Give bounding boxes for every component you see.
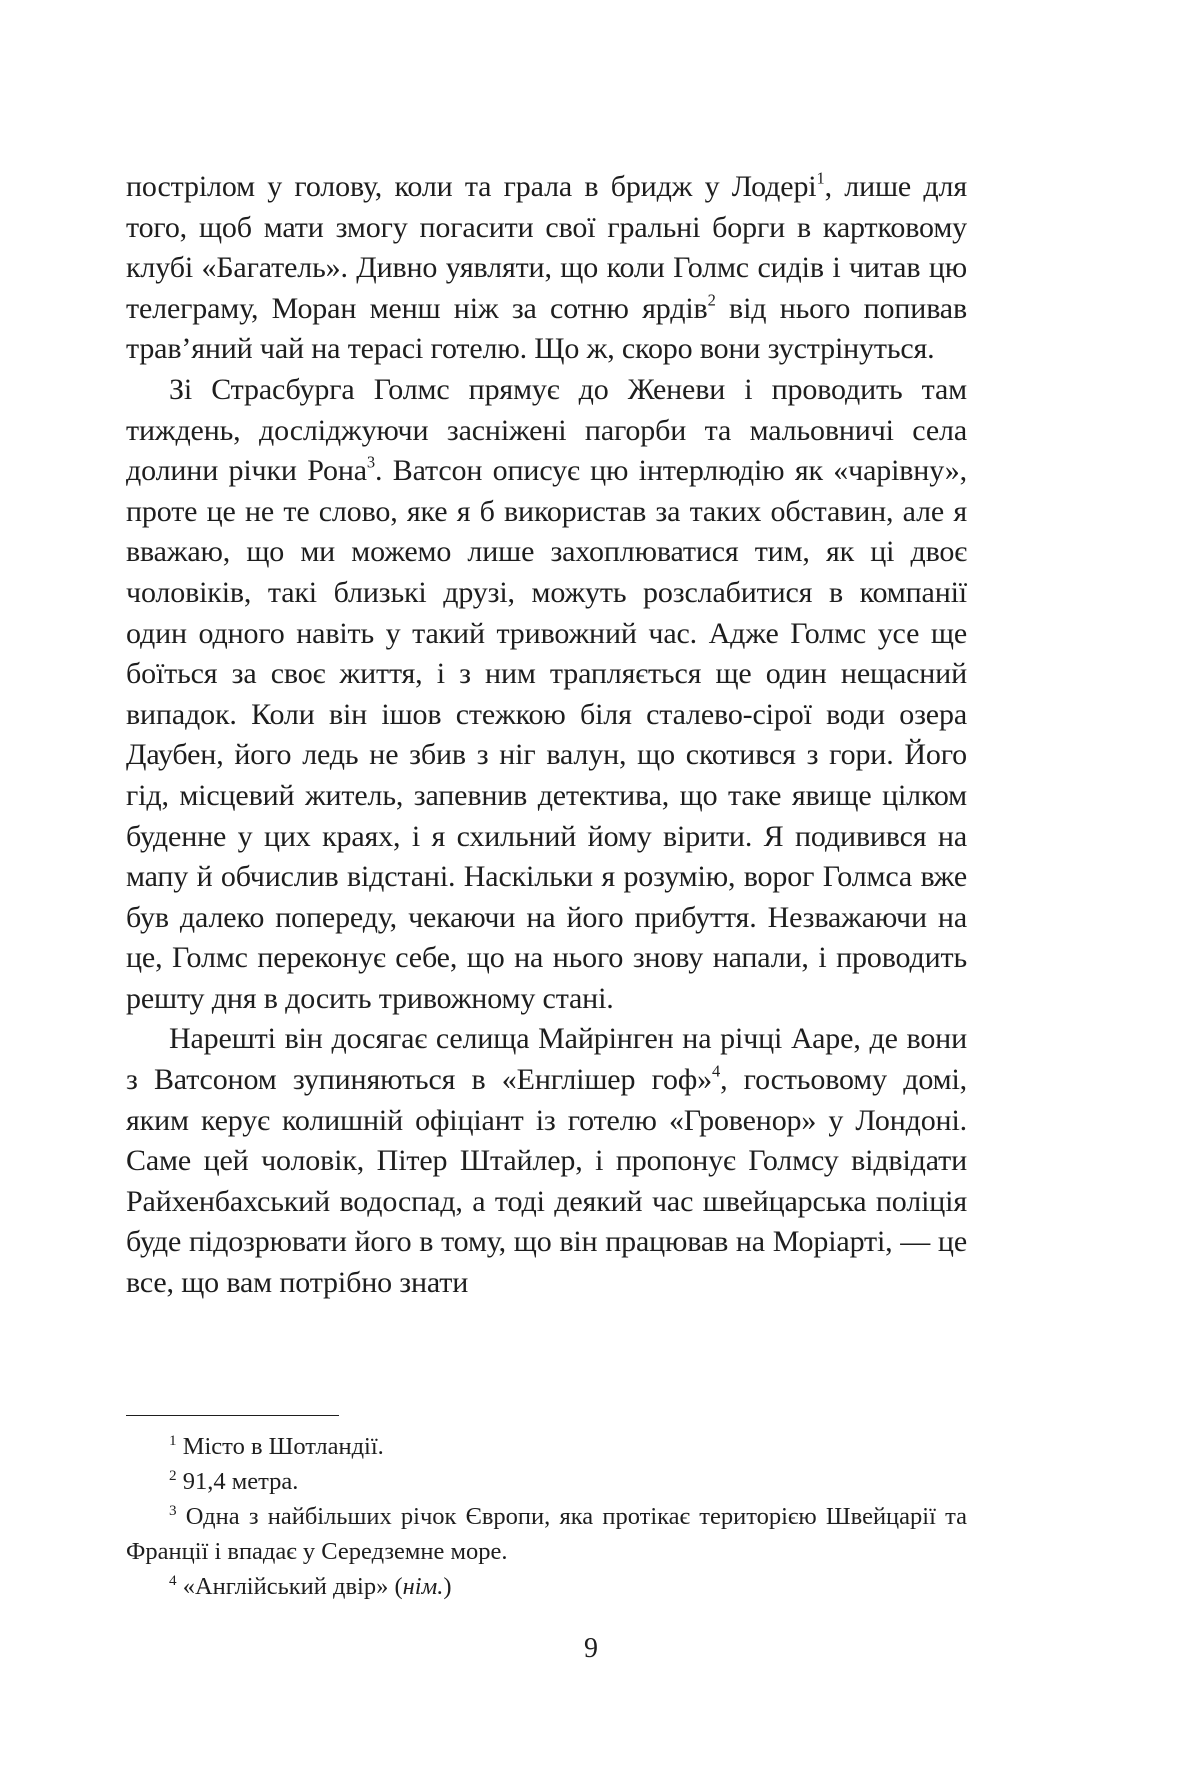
paragraph <box>126 167 967 370</box>
text-run: пострілом у голову, коли та грала в бридж у Лодері <box>126 170 817 203</box>
paragraph <box>126 370 967 1020</box>
text-run: . Ватсон описує цю інтерлюдію як «чарівну», проте це не те слово, яке я б використав за таких обставин, але я вважаю, що ми можемо лише захоплюватися тим, як ці двоє чоловіків, такі близькі друзі, можуть розслабитися в компанії один одного навіть у такий тривожний час. Адже Голмс усе ще боїться за своє життя, і з ним трапляється ще один нещасний випадок. Коли він ішов стежкою біля сталево-сірої води озера Даубен, його ледь не збив з ніг валун, що скотився з гори. Його гід, місцевий житель, запевнив детектива, що таке явище цілком буденне у цих краях, і я схильний йому вірити. Я подивився на мапу й обчислив відстані. Наскільки я розумію, ворог Голмса вже був далеко попереду, чекаючи на його прибуття. Незважаючи на це, Голмс переконує себе, що на нього знову напали, і проводить решту дня в досить тривожному стані. <box>126 454 967 1015</box>
footnote-ref[interactable]: 3 <box>366 452 376 472</box>
text-run: , гостьовому домі, яким керує колишній офіціант із готелю «Гровенор» у Лондоні. Саме цей чоловік, Пітер Штайлер, і пропонує Голмсу відвідати Райхенбахський водоспад, а тоді деякий час швейцарська поліція буде підозрювати його в тому, що він працював на Моріарті, — це все, що вам потрібно знати <box>126 1063 967 1300</box>
footnote-ref[interactable]: 1 <box>816 168 825 188</box>
text-run: Зі Страсбурга Голмс прямує до Женеви і проводить там тиждень, досліджуючи засніжені пагорби та мальовничі села долини річки Рона <box>126 372 967 488</box>
page-number: 9 <box>584 1633 598 1664</box>
footnote <box>126 1429 967 1464</box>
footnote-mark: 4 <box>169 1571 177 1589</box>
footnote-mark: 2 <box>169 1466 177 1484</box>
main-text <box>126 167 967 1304</box>
text-run: , лише для того, щоб мати змогу погасити свої гральні борги в картковому клубі «Багатель». Дивно уявляти, що коли Голмс сидів і читав цю телеграму, Моран менш ніж за сотню ярдів <box>126 170 967 325</box>
footnote-text: ) <box>443 1573 452 1600</box>
footnote-text: 91,4 метра. <box>176 1468 299 1495</box>
footnote-mark: 3 <box>169 1501 177 1519</box>
footnote-separator <box>126 1415 339 1416</box>
footnotes <box>126 1429 967 1604</box>
text-run: від нього попивав трав’яний чай на терасі готелю. Що ж, скоро вони зустрінуться. <box>126 291 967 366</box>
paragraph <box>126 1019 967 1303</box>
footnote-mark: 1 <box>169 1431 177 1449</box>
footnote <box>126 1569 967 1604</box>
text-run: Нарешті він досягає селища Майрінген на річці Ааре, де вони з Ватсоном зупиняються в «Енглішер гоф» <box>126 1022 967 1097</box>
footnote-text: «Англійський двір» ( <box>176 1573 403 1600</box>
footnote <box>126 1499 967 1569</box>
footnote-italic: нім. <box>402 1573 444 1600</box>
footnote-ref[interactable]: 2 <box>707 290 716 310</box>
footnote-text: Одна з найбільших річок Європи, яка протікає територією Швейцарії та Франції і впадає у Середземне море. <box>126 1503 967 1565</box>
footnote <box>126 1464 967 1499</box>
footnote-ref[interactable]: 4 <box>711 1061 721 1081</box>
footnote-text: Місто в Шотландії. <box>176 1433 384 1460</box>
